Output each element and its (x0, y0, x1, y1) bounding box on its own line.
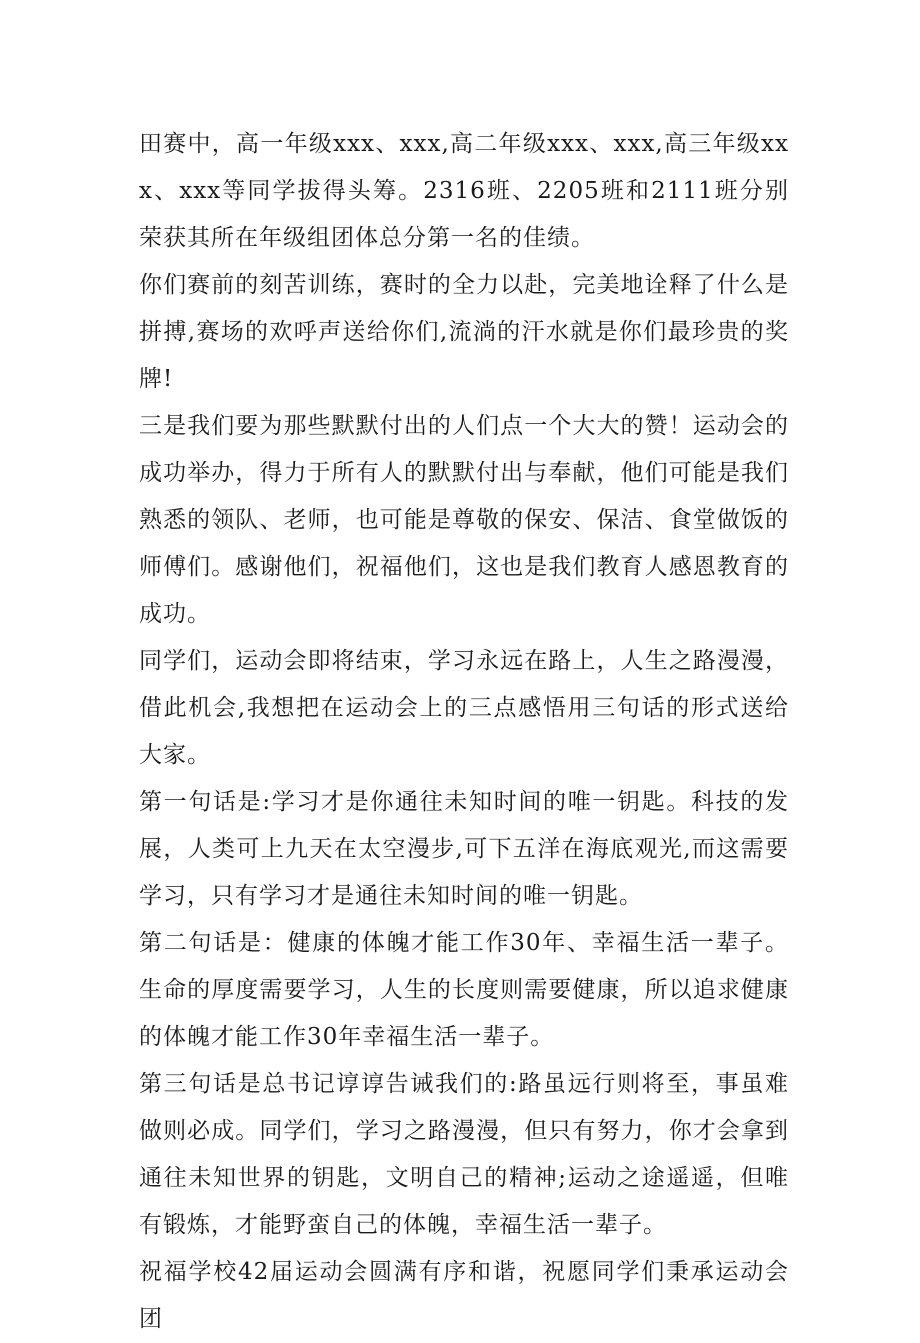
paragraph-closing-intro: 同学们，运动会即将结束，学习永远在路上，人生之路漫漫，借此机会,我想把在运动会上的三点感悟用三句话的形式送给大家。 (139, 648, 789, 768)
paragraph-second-saying: 第二句话是：健康的体魄才能工作30年、幸福生活一辈子。生命的厚度需要学习，人生的长度则需要健康，所以追求健康的体魄才能工作30年幸福生活一辈子。 (139, 930, 789, 1050)
paragraph-thank-contributors: 三是我们要为那些默默付出的人们点一个大大的赞！运动会的成功举办，得力于所有人的默默付出与奉献，他们可能是我们熟悉的领队、老师，也可能是尊敬的保安、保洁、食堂做饭的师傅们。感谢他们，祝福他们，这也是我们教育人感恩教育的成功。 (139, 413, 789, 627)
paragraph-third-saying: 第三句话是总书记谆谆告诫我们的:路虽远行则将至，事虽难做则必成。同学们，学习之路漫漫，但只有努力，你才会拿到通往未知世界的钥匙，文明自己的精神;运动之途遥遥，但唯有锻炼，才能野蛮自己的体魄，幸福生活一辈子。 (139, 1071, 789, 1238)
paragraph-field-results: 田赛中，高一年级xxx、xxx,高二年级xxx、xxx,高三年级xxx、xxx等同学拔得头筹。2316班、2205班和2111班分别荣获其所在年级组团体总分第一名的佳绩。 (139, 131, 790, 251)
paragraph-blessing: 祝福学校42届运动会圆满有序和谐，祝愿同学们秉承运动会团 (139, 1259, 789, 1332)
document-body (139, 121, 789, 1343)
paragraph-praise-athletes: 你们赛前的刻苦训练，赛时的全力以赴，完美地诠释了什么是拼搏,赛场的欢呼声送给你们,流淌的汗水就是你们最珍贵的奖牌! (139, 272, 789, 392)
paragraph-first-saying: 第一句话是:学习才是你通往未知时间的唯一钥匙。科技的发展，人类可上九天在太空漫步,可下五洋在海底观光,而这需要学习，只有学习才是通往未知时间的唯一钥匙。 (139, 789, 789, 909)
